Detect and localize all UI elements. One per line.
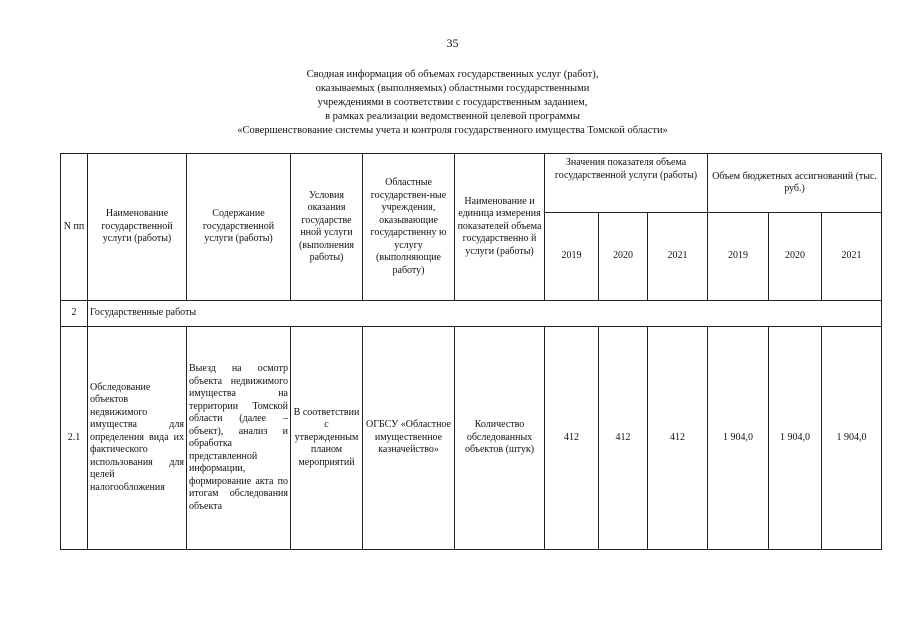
section-label: Государственные работы [88, 301, 882, 327]
row-content: Выезд на осмотр объекта недвижимого имущества на территории Томской области (далее – объект), анализ и обработка представленной информации, формирование акта по итогам обследования объекта [187, 327, 291, 550]
header-institutions: Областные государствен-ные учреждения, оказывающие государственну ю услугу (выполняющие работу) [363, 154, 455, 301]
row-budget: 1 904,0 [708, 327, 769, 550]
title-line: учреждениями в соответствии с государственным заданием, [317, 97, 588, 108]
title-line: «Совершенствование системы учета и контроля государственного имущества Томской области» [237, 125, 668, 136]
row-institution: ОГБСУ «Областное имущественное казначейство» [363, 327, 455, 550]
header-budget-group: Объем бюджетных ассигнований (тыс. руб.) [708, 154, 882, 213]
title-line: оказываемых (выполняемых) областными государственными [315, 83, 590, 94]
services-table [60, 153, 882, 550]
row-conditions: В соответствии с утвержденным планом мероприятий [291, 327, 363, 550]
header-year: 2021 [822, 213, 882, 301]
header-year: 2020 [599, 213, 648, 301]
table-row [61, 327, 882, 550]
document-title [120, 68, 785, 138]
header-indicator: Наименование и единица измерения показателей объема государственно й услуги (работы) [455, 154, 545, 301]
title-line: в рамках реализации ведомственной целевой программы [325, 111, 580, 122]
header-year: 2021 [648, 213, 708, 301]
header-conditions: Условия оказания государстве нной услуги (выполнения работы) [291, 154, 363, 301]
header-num: N пп [61, 154, 88, 301]
row-num: 2.1 [61, 327, 88, 550]
row-indicator: Количество обследованных объектов (штук) [455, 327, 545, 550]
row-volume: 412 [599, 327, 648, 550]
section-num: 2 [61, 301, 88, 327]
header-year: 2019 [545, 213, 599, 301]
header-service-name: Наименование государственной услуги (работы) [88, 154, 187, 301]
header-row [61, 154, 882, 213]
title-line: Сводная информация об объемах государственных услуг (работ), [306, 69, 599, 80]
header-year: 2019 [708, 213, 769, 301]
row-volume: 412 [648, 327, 708, 550]
row-budget: 1 904,0 [769, 327, 822, 550]
header-year: 2020 [769, 213, 822, 301]
row-service-name: Обследование объектов недвижимого имущества для определения вида их фактического использования для целей налогообложения [88, 327, 187, 550]
section-row [61, 301, 882, 327]
row-volume: 412 [545, 327, 599, 550]
header-content: Содержание государственной услуги (работы) [187, 154, 291, 301]
header-volume-group: Значения показателя объема государственной услуги (работы) [545, 154, 708, 213]
row-budget: 1 904,0 [822, 327, 882, 550]
page-number: 35 [446, 36, 459, 50]
